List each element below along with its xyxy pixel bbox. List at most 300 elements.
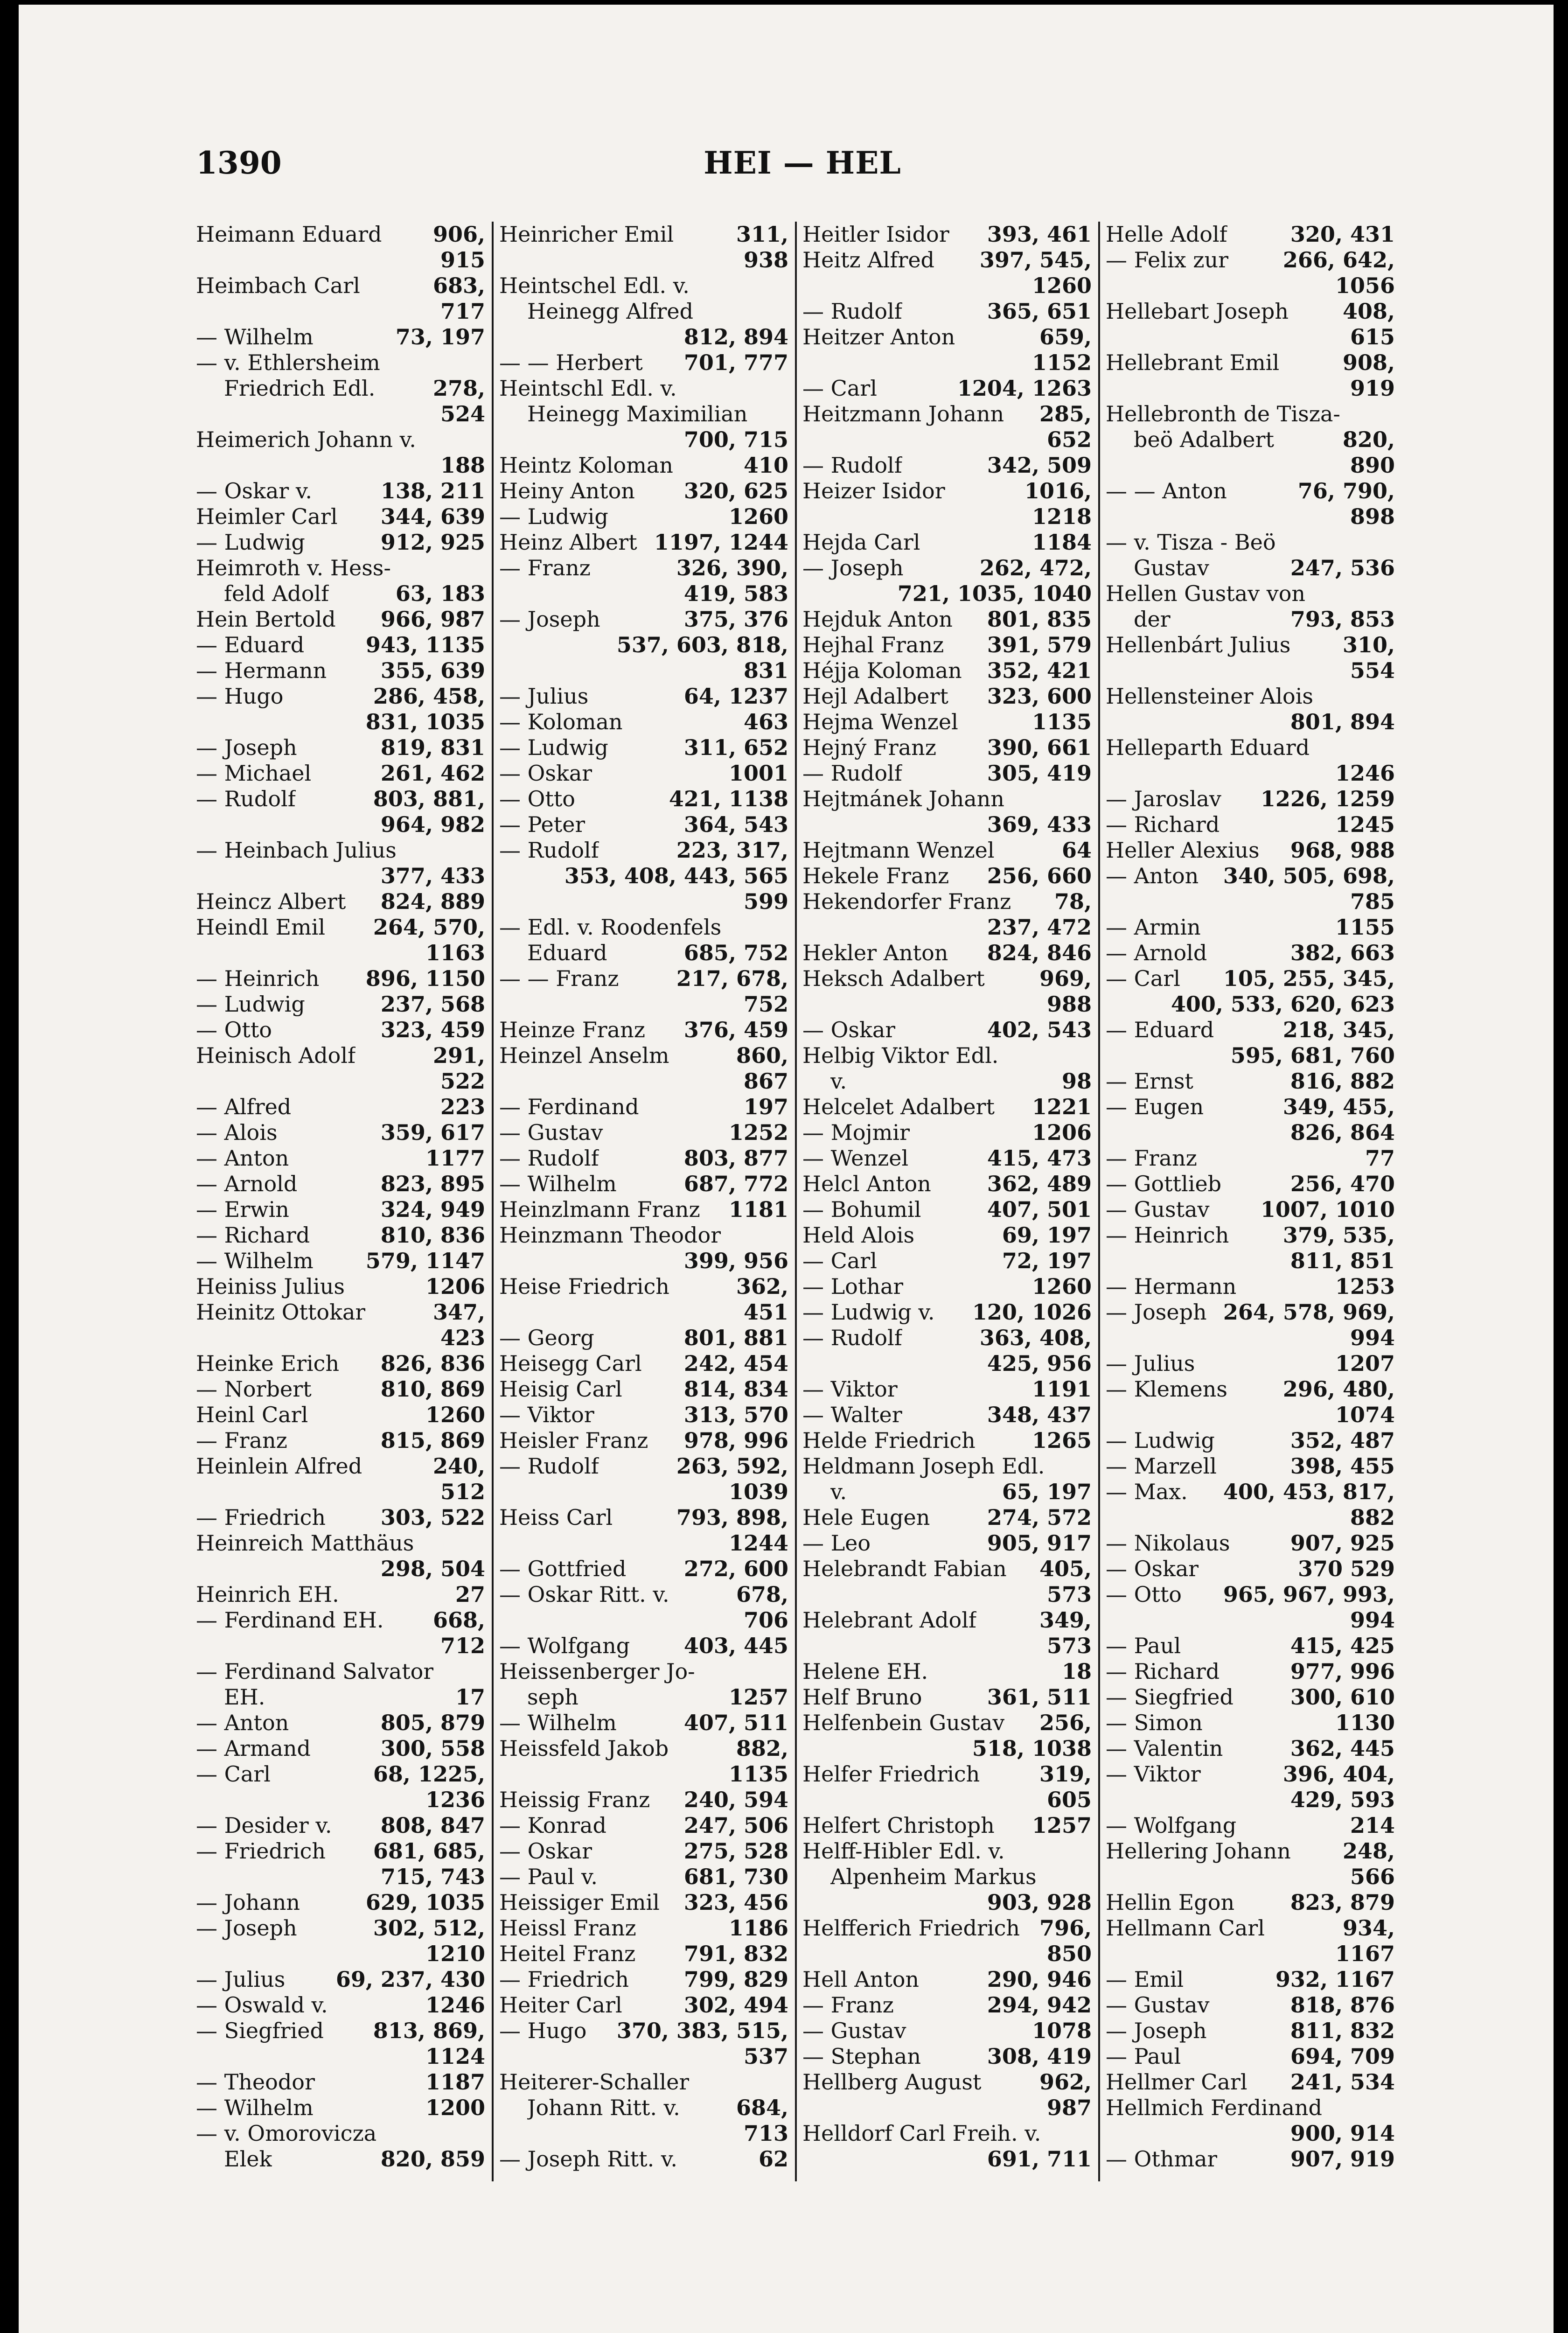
entry-pages: 816, 882 — [1290, 1069, 1395, 1094]
index-entry — [499, 966, 788, 992]
index-entry — [1106, 1351, 1395, 1376]
entry-name: Hellenbárt Julius — [1106, 632, 1291, 657]
entry-pages: 302, 494 — [683, 1992, 788, 2018]
entry-pages: 905, 917 — [987, 1530, 1092, 1556]
index-entry — [196, 1582, 485, 1607]
entry-pages: 934, — [1342, 1915, 1395, 1941]
entry-pages: 359, 617 — [380, 1120, 485, 1145]
index-entry — [196, 658, 485, 684]
index-entry — [1106, 350, 1395, 376]
entry-name: — Ernst — [1106, 1069, 1193, 1094]
index-entry — [196, 453, 485, 478]
entry-name: Helldorf Carl Freih. v. — [802, 2121, 1041, 2146]
entry-pages: 882, — [736, 1736, 788, 1761]
index-entry — [499, 376, 788, 401]
entry-name: Hellmann Carl — [1106, 1915, 1265, 1941]
entry-name: Held Alois — [802, 1222, 915, 1248]
entry-pages: 912, 925 — [380, 530, 485, 555]
index-entry — [196, 1325, 485, 1351]
index-entry — [196, 632, 485, 658]
entry-pages: 65, 197 — [1002, 1479, 1092, 1504]
index-entry — [1106, 1043, 1395, 1069]
index-entry — [196, 838, 485, 863]
index-entry — [802, 1633, 1092, 1659]
index-entry — [802, 324, 1092, 350]
entry-pages: 138, 211 — [380, 478, 485, 503]
entry-name: — Carl — [802, 376, 877, 401]
index-entry — [802, 863, 1092, 889]
entry-pages: 1177 — [425, 1146, 485, 1171]
entry-name: — Joseph — [1106, 1299, 1207, 1325]
entry-name: Hellering Johann — [1106, 1838, 1291, 1864]
index-entry — [499, 1069, 788, 1094]
entry-name: — Wolfgang — [499, 1633, 630, 1658]
entry-name: — Joseph — [1106, 2018, 1207, 2043]
entry-name: Heisig Carl — [499, 1376, 622, 1402]
index-entry — [196, 299, 485, 324]
index-entry — [499, 478, 788, 504]
entry-name: — Mojmir — [802, 1120, 910, 1145]
index-entry — [1106, 273, 1395, 299]
entry-name: — Franz — [1106, 1146, 1197, 1171]
entry-name: — Friedrich — [196, 1838, 326, 1864]
index-entry — [1106, 863, 1395, 889]
entry-pages: 815, 869 — [380, 1428, 485, 1453]
index-entry — [499, 1453, 788, 1479]
entry-pages: 362, 445 — [1290, 1736, 1395, 1761]
entry-pages: 240, 594 — [683, 1787, 788, 1812]
index-entry — [1106, 607, 1395, 632]
entry-pages: 1206 — [425, 1274, 485, 1299]
entry-name: der — [1134, 607, 1171, 632]
entry-pages: 1260 — [728, 504, 788, 529]
index-entry — [802, 273, 1092, 299]
entry-pages: 323, 459 — [380, 1017, 485, 1042]
index-entry — [1106, 761, 1395, 786]
entry-pages: 1135 — [1031, 709, 1092, 734]
entry-name: Gustav — [1134, 555, 1209, 580]
entry-pages: 302, 512, — [373, 1915, 485, 1941]
index-entry — [1106, 453, 1395, 478]
index-entry — [1106, 1299, 1395, 1325]
entry-pages: 659, — [1039, 324, 1092, 349]
entry-pages: 898 — [1350, 504, 1395, 529]
entry-name: — Rudolf — [499, 1146, 599, 1171]
entry-name: — Simon — [1106, 1710, 1203, 1735]
entry-pages: 415, 473 — [987, 1146, 1092, 1171]
entry-pages: 217, 678, — [676, 966, 788, 991]
entry-pages: 1253 — [1335, 1274, 1395, 1299]
index-entry — [196, 1043, 485, 1069]
index-entry — [1106, 735, 1395, 761]
index-entry — [1106, 1248, 1395, 1274]
entry-name: Helfert Christoph — [802, 1813, 995, 1838]
entry-pages: 1074 — [1335, 1402, 1395, 1427]
entry-name: — Siegfried — [196, 2018, 324, 2043]
entry-name: — Leo — [802, 1530, 871, 1556]
entry-pages: 573 — [1046, 1633, 1092, 1658]
index-entry — [802, 2121, 1092, 2146]
entry-name: Hekele Franz — [802, 863, 949, 888]
entry-pages: 17 — [455, 1684, 485, 1710]
index-entry — [499, 1761, 788, 1787]
index-entry — [1106, 838, 1395, 863]
entry-name: — Ferdinand EH. — [196, 1607, 384, 1633]
entry-pages: 407, 501 — [987, 1197, 1092, 1222]
index-entry — [802, 1274, 1092, 1299]
entry-pages: 291, — [432, 1043, 485, 1068]
entry-name: — Ludwig — [196, 992, 305, 1017]
index-entry — [802, 607, 1092, 632]
entry-name: Heissiger Emil — [499, 1890, 660, 1915]
entry-name: — Friedrich — [196, 1505, 326, 1530]
index-entry — [1106, 2069, 1395, 2095]
entry-pages: 512 — [440, 1479, 485, 1504]
entry-pages: 813, 869, — [373, 2018, 485, 2043]
entry-pages: 362, — [736, 1274, 788, 1299]
index-entry — [196, 401, 485, 427]
entry-name: — Hermann — [196, 658, 327, 683]
entry-name: Helebrandt Fabian — [802, 1556, 1007, 1581]
entry-pages: 1257 — [1031, 1813, 1092, 1838]
entry-pages: 390, 661 — [987, 735, 1092, 760]
entry-pages: 349, — [1039, 1607, 1092, 1633]
index-entry — [1106, 1120, 1395, 1146]
index-entry — [1106, 1556, 1395, 1582]
index-entry — [499, 658, 788, 684]
entry-pages: 463 — [743, 709, 788, 734]
entry-pages: 814, 834 — [683, 1376, 788, 1402]
index-entry — [499, 427, 788, 453]
entry-name: Helf Bruno — [802, 1684, 922, 1710]
index-entry — [1106, 1761, 1395, 1787]
entry-name: — Gustav — [499, 1120, 603, 1145]
index-entry — [499, 247, 788, 273]
entry-pages: 1246 — [1335, 761, 1395, 786]
entry-pages: 242, 454 — [683, 1351, 788, 1376]
entry-pages: 311, — [736, 222, 788, 247]
index-entry — [196, 2044, 485, 2069]
index-entry — [499, 453, 788, 478]
entry-pages: 566 — [1350, 1864, 1395, 1889]
index-entry — [1106, 2146, 1395, 2172]
entry-pages: 903, 928 — [987, 1890, 1092, 1915]
entry-pages: 908, — [1342, 350, 1395, 375]
entry-pages: 785 — [1350, 889, 1395, 914]
entry-name: seph — [527, 1684, 578, 1710]
entry-pages: 1007, 1010 — [1260, 1197, 1395, 1222]
entry-name: Heimroth v. Hess- — [196, 555, 391, 580]
entry-pages: 820, — [1342, 427, 1395, 452]
entry-pages: 1210 — [425, 1941, 485, 1966]
index-entry — [499, 684, 788, 709]
index-entry — [1106, 1428, 1395, 1453]
entry-pages: 965, 967, 993, — [1223, 1582, 1395, 1607]
entry-pages: 323, 600 — [987, 684, 1092, 709]
entry-name: — Joseph Ritt. v. — [499, 2146, 677, 2172]
entry-pages: 398, 455 — [1290, 1453, 1395, 1479]
index-entry — [196, 1684, 485, 1710]
entry-name: Heinz Albert — [499, 530, 637, 555]
index-entry — [499, 1428, 788, 1453]
entry-pages: 803, 877 — [683, 1146, 788, 1171]
entry-pages: 684, — [736, 2095, 788, 2120]
index-entry — [499, 401, 788, 427]
entry-pages: 294, 942 — [987, 1992, 1092, 2018]
entry-name: — Walter — [802, 1402, 902, 1427]
index-entry — [1106, 1633, 1395, 1659]
entry-pages: 977, 996 — [1290, 1659, 1395, 1684]
index-entry — [1106, 889, 1395, 915]
entry-pages: 1204, 1263 — [957, 376, 1092, 401]
index-entry — [499, 581, 788, 607]
entry-name: Helde Friedrich — [802, 1428, 976, 1453]
entry-pages: 320, 431 — [1290, 222, 1395, 247]
index-entry — [499, 992, 788, 1017]
entry-pages: 429, 593 — [1290, 1787, 1395, 1812]
entry-pages: 421, 1138 — [669, 786, 788, 811]
entry-pages: 352, 487 — [1290, 1428, 1395, 1453]
entry-pages: 1246 — [425, 1992, 485, 2018]
index-entry — [196, 786, 485, 812]
entry-name: — Alois — [196, 1120, 278, 1145]
entry-pages: 393, 461 — [987, 222, 1092, 247]
entry-pages: 694, 709 — [1290, 2044, 1395, 2069]
index-entry — [499, 915, 788, 940]
entry-pages: 405, — [1039, 1556, 1092, 1581]
entry-name: Heise Friedrich — [499, 1274, 669, 1299]
index-entry — [802, 1787, 1092, 1813]
entry-name: Helfer Friedrich — [802, 1761, 980, 1787]
index-entry — [196, 889, 485, 915]
entry-pages: 831, 1035 — [365, 709, 485, 734]
entry-pages: 681, 730 — [683, 1864, 788, 1889]
entry-pages: 377, 433 — [380, 863, 485, 888]
index-entry — [802, 1146, 1092, 1171]
entry-pages: 1207 — [1335, 1351, 1395, 1376]
entry-name: — Konrad — [499, 1813, 606, 1838]
index-entry — [196, 581, 485, 607]
entry-name: — Gustav — [1106, 1992, 1210, 2018]
entry-name: Heissig Franz — [499, 1787, 650, 1812]
entry-pages: 801, 881 — [683, 1325, 788, 1350]
index-entry — [802, 1351, 1092, 1376]
entry-pages: 62 — [758, 2146, 788, 2172]
entry-pages: 391, 579 — [987, 632, 1092, 657]
entry-name: Helcelet Adalbert — [802, 1094, 995, 1119]
entry-name: — v. Omorovicza — [196, 2121, 377, 2146]
index-entry — [499, 1607, 788, 1633]
index-entry — [196, 2069, 485, 2095]
entry-pages: 105, 255, 345, — [1223, 966, 1395, 991]
entry-name: — Gustav — [1106, 1197, 1210, 1222]
entry-pages: 76, 790, — [1297, 478, 1395, 503]
index-entry — [196, 684, 485, 709]
entry-pages: 340, 505, 698, — [1223, 863, 1395, 888]
index-entry — [802, 1479, 1092, 1505]
entry-pages: 1206 — [1031, 1120, 1092, 1145]
entry-pages: 1252 — [728, 1120, 788, 1145]
index-entry — [802, 1761, 1092, 1787]
entry-name: — Alfred — [196, 1094, 292, 1119]
entry-name: Heindl Emil — [196, 915, 326, 940]
entry-pages: 415, 425 — [1290, 1633, 1395, 1658]
entry-pages: 1181 — [728, 1197, 788, 1222]
entry-pages: 419, 583 — [683, 581, 788, 606]
entry-name: Alpenheim Markus — [830, 1864, 1037, 1889]
index-entry — [1106, 478, 1395, 504]
entry-pages: 1152 — [1031, 350, 1092, 375]
index-entry — [802, 632, 1092, 658]
entry-pages: 290, 946 — [987, 1967, 1092, 1992]
index-entry — [1106, 1197, 1395, 1222]
entry-pages: 712 — [440, 1633, 485, 1658]
index-entry — [802, 401, 1092, 427]
entry-name: Heinzlmann Franz — [499, 1197, 700, 1222]
entry-name: Heizer Isidor — [802, 478, 945, 503]
entry-name: — Koloman — [499, 709, 623, 734]
index-entry — [499, 1222, 788, 1248]
index-entry — [802, 838, 1092, 863]
entry-pages: 410 — [743, 453, 788, 478]
entry-name: Heinegg Maximilian — [527, 401, 748, 426]
entry-name: Helbig Viktor Edl. — [802, 1043, 999, 1068]
index-entry — [196, 1351, 485, 1376]
entry-name: Hellin Egon — [1106, 1890, 1235, 1915]
entry-pages: 223 — [440, 1094, 485, 1119]
entry-pages: 1184 — [1031, 530, 1092, 555]
index-entry — [1106, 992, 1395, 1017]
entry-pages: 668, — [432, 1607, 485, 1633]
entry-pages: 573 — [1046, 1582, 1092, 1607]
entry-name: — Ludwig — [196, 530, 305, 555]
entry-name: — Hermann — [1106, 1274, 1237, 1299]
entry-pages: 522 — [440, 1069, 485, 1094]
index-entry — [802, 2069, 1092, 2095]
index-entry — [499, 1710, 788, 1736]
entry-pages: 248, — [1342, 1838, 1395, 1864]
index-entry — [196, 427, 485, 453]
index-entry — [196, 1017, 485, 1043]
index-entry — [196, 1967, 485, 1992]
index-entry — [499, 1120, 788, 1146]
entry-name: Heinl Carl — [196, 1402, 308, 1427]
index-entry — [499, 1556, 788, 1582]
entry-pages: 298, 504 — [380, 1556, 485, 1581]
entry-pages: 451 — [743, 1299, 788, 1325]
entry-pages: 77 — [1365, 1146, 1395, 1171]
entry-name: Hejtmánek Johann — [802, 786, 1004, 811]
entry-pages: 402, 543 — [987, 1017, 1092, 1042]
entry-pages: 361, 511 — [987, 1684, 1092, 1710]
index-entry — [1106, 1736, 1395, 1761]
index-entry — [1106, 1787, 1395, 1813]
entry-pages: 882 — [1350, 1505, 1395, 1530]
index-entry — [499, 786, 788, 812]
entry-pages: 63, 183 — [395, 581, 485, 606]
index-entry — [1106, 1094, 1395, 1120]
entry-name: — Wilhelm — [499, 1710, 617, 1735]
index-entry — [802, 247, 1092, 273]
entry-pages: 685, 752 — [683, 940, 788, 965]
entry-pages: 240, — [432, 1453, 485, 1479]
index-entry — [499, 530, 788, 555]
index-entry — [802, 1069, 1092, 1094]
entry-name: Heiniss Julius — [196, 1274, 345, 1299]
entry-pages: 793, 898, — [676, 1505, 788, 1530]
entry-name: — Emil — [1106, 1967, 1184, 1992]
index-entry — [1106, 1325, 1395, 1351]
index-entry — [802, 555, 1092, 581]
entry-pages: 1260 — [1031, 1274, 1092, 1299]
entry-pages: 987 — [1046, 2095, 1092, 2120]
entry-pages: 272, 600 — [683, 1556, 788, 1581]
entry-name: Heinricher Emil — [499, 222, 674, 247]
index-entry — [196, 1710, 485, 1736]
index-entry — [1106, 1607, 1395, 1633]
running-head: HEI — HEL — [704, 145, 901, 181]
index-entry — [499, 1864, 788, 1890]
entry-name: — Otto — [499, 786, 575, 811]
index-entry — [1106, 632, 1395, 658]
entry-pages: 964, 982 — [380, 812, 485, 837]
entry-pages: 629, 1035 — [365, 1890, 485, 1915]
entry-pages: 348, 437 — [987, 1402, 1092, 1427]
entry-pages: 310, — [1342, 632, 1395, 657]
entry-name: — — Franz — [499, 966, 619, 991]
index-entry — [499, 1582, 788, 1607]
index-entry — [196, 1274, 485, 1299]
index-entry — [499, 1146, 788, 1171]
entry-name: Heinlein Alfred — [196, 1453, 362, 1479]
entry-name: Heinke Erich — [196, 1351, 340, 1376]
index-entry — [802, 1376, 1092, 1402]
entry-pages: 355, 639 — [380, 658, 485, 683]
entry-name: — Othmar — [1106, 2146, 1218, 2172]
index-entry — [802, 966, 1092, 992]
entry-name: Heiter Carl — [499, 1992, 622, 2018]
index-column-4 — [1106, 222, 1395, 2181]
index-entry — [1106, 2018, 1395, 2044]
entry-pages: 969, — [1039, 966, 1092, 991]
entry-name: — Oskar v. — [196, 478, 313, 503]
index-entry — [1106, 1505, 1395, 1530]
index-entry — [1106, 504, 1395, 530]
entry-name: Hekler Anton — [802, 940, 948, 965]
entry-name: — Eduard — [1106, 1017, 1214, 1042]
entry-name: Helle Adolf — [1106, 222, 1227, 247]
entry-name: — Stephan — [802, 2044, 921, 2069]
entry-name: Hellberg August — [802, 2069, 982, 2095]
entry-name: — Bohumil — [802, 1197, 921, 1222]
index-entry — [196, 1736, 485, 1761]
column-divider — [795, 222, 797, 2181]
entry-name: — Rudolf — [196, 786, 296, 811]
entry-pages: 1124 — [425, 2044, 485, 2069]
index-entry — [196, 1556, 485, 1582]
index-entry — [1106, 1582, 1395, 1607]
entry-pages: 524 — [440, 401, 485, 426]
entry-name: — Anton — [1106, 863, 1199, 888]
entry-name: — Jaroslav — [1106, 786, 1221, 811]
index-entry — [196, 1633, 485, 1659]
index-entry — [802, 581, 1092, 607]
entry-name: Heitel Franz — [499, 1941, 636, 1966]
index-entry — [196, 1402, 485, 1428]
entry-pages: 1155 — [1335, 915, 1395, 940]
index-entry — [499, 1351, 788, 1376]
entry-pages: 793, 853 — [1290, 607, 1395, 632]
